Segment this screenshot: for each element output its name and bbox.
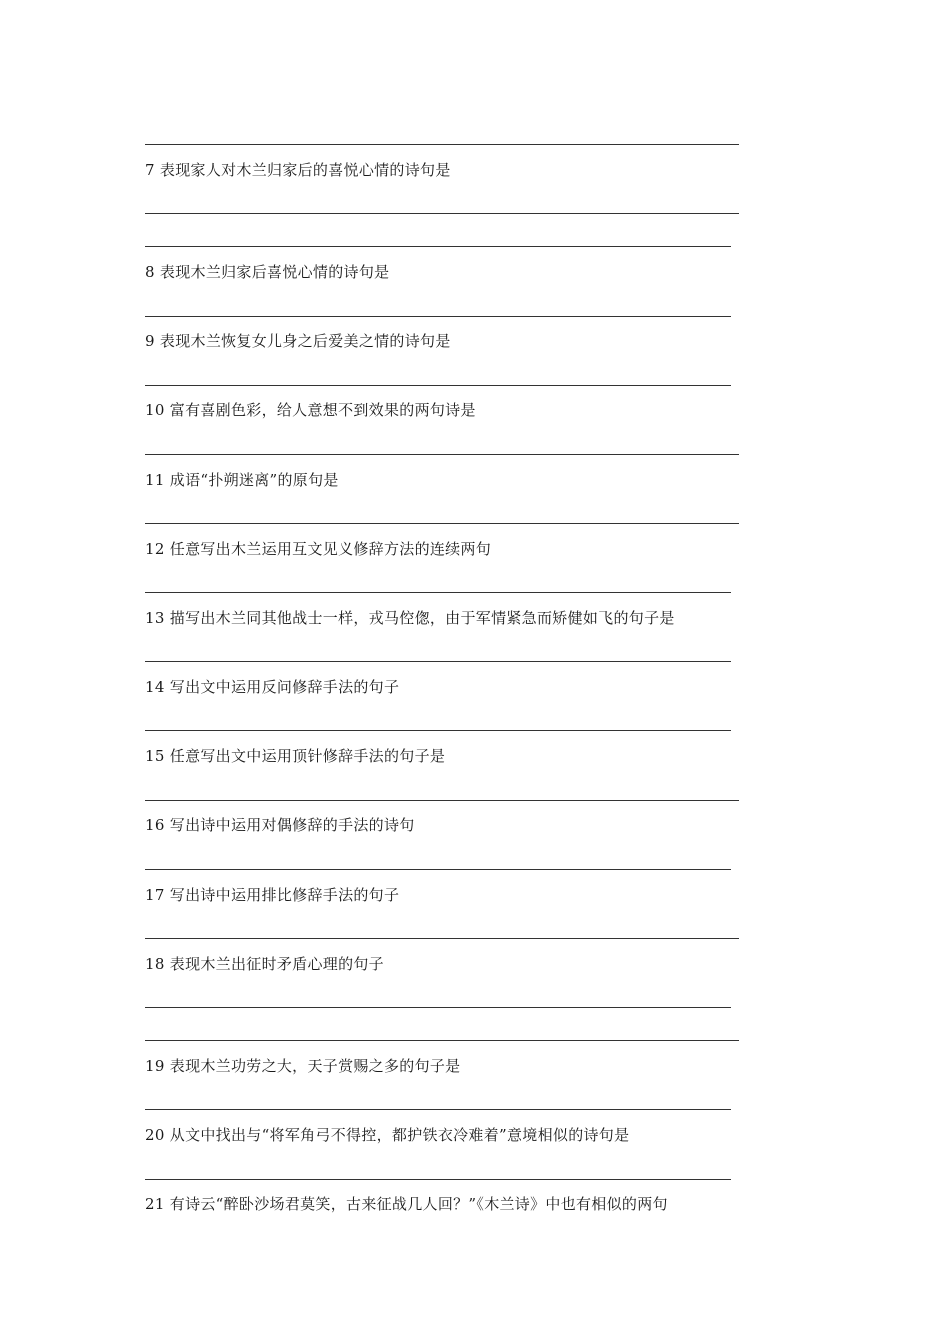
question-13 — [145, 608, 675, 628]
question-18 — [145, 954, 384, 974]
answer-line — [145, 1179, 731, 1180]
answer-line — [145, 213, 739, 214]
question-number: 14 — [145, 678, 165, 696]
question-text: 表现木兰恢复女儿身之后爱美之情的诗句是 — [159, 332, 451, 350]
answer-line — [145, 246, 731, 247]
answer-line — [145, 869, 731, 870]
question-16 — [145, 815, 415, 835]
answer-line — [145, 1040, 739, 1041]
question-text: 写出诗中运用对偶修辞的手法的诗句 — [169, 816, 415, 834]
question-17 — [145, 885, 399, 905]
answer-line — [145, 938, 739, 939]
answer-line — [145, 592, 731, 593]
answer-line — [145, 1109, 731, 1110]
question-text: 任意写出木兰运用互文见义修辞方法的连续两句 — [169, 540, 492, 558]
question-11 — [145, 470, 339, 490]
question-19 — [145, 1056, 460, 1076]
question-text: 写出文中运用反问修辞手法的句子 — [169, 678, 400, 696]
answer-line — [145, 385, 731, 386]
question-number: 17 — [145, 886, 165, 904]
question-10 — [145, 400, 476, 420]
question-number: 16 — [145, 816, 165, 834]
question-number: 13 — [145, 609, 165, 627]
question-12 — [145, 539, 491, 559]
question-7 — [145, 160, 451, 180]
question-8 — [145, 262, 389, 282]
question-number: 12 — [145, 540, 165, 558]
question-text: 有诗云“醉卧沙场君莫笑，古来征战几人回？”《木兰诗》中也有相似的两句 — [169, 1195, 668, 1213]
question-20 — [145, 1125, 629, 1145]
answer-line — [145, 144, 739, 145]
question-number: 18 — [145, 955, 165, 973]
question-number: 9 — [145, 332, 155, 350]
question-21 — [145, 1194, 668, 1214]
answer-line — [145, 800, 739, 801]
question-text: 表现木兰功劳之大，天子赏赐之多的句子是 — [169, 1057, 461, 1075]
question-number: 20 — [145, 1126, 165, 1144]
answer-line — [145, 661, 731, 662]
question-text: 表现木兰出征时矛盾心理的句子 — [169, 955, 384, 973]
question-number: 11 — [145, 471, 165, 489]
question-text: 从文中找出与“将军角弓不得控，都护铁衣冷难着”意境相似的诗句是 — [169, 1126, 630, 1144]
question-15 — [145, 746, 445, 766]
question-number: 10 — [145, 401, 165, 419]
answer-line — [145, 730, 731, 731]
question-text: 任意写出文中运用顶针修辞手法的句子是 — [169, 747, 446, 765]
answer-line — [145, 1007, 731, 1008]
question-text: 表现家人对木兰归家后的喜悦心情的诗句是 — [159, 161, 451, 179]
question-number: 7 — [145, 161, 155, 179]
question-text: 写出诗中运用排比修辞手法的句子 — [169, 886, 400, 904]
question-9 — [145, 331, 451, 351]
question-text: 描写出木兰同其他战士一样，戎马倥偬，由于军情紧急而矫健如飞的句子是 — [169, 609, 675, 627]
question-number: 21 — [145, 1195, 165, 1213]
question-number: 19 — [145, 1057, 165, 1075]
question-14 — [145, 677, 399, 697]
answer-line — [145, 454, 739, 455]
answer-line — [145, 523, 739, 524]
question-text: 富有喜剧色彩，给人意想不到效果的两句诗是 — [169, 401, 476, 419]
question-number: 8 — [145, 263, 155, 281]
question-number: 15 — [145, 747, 165, 765]
question-text: 表现木兰归家后喜悦心情的诗句是 — [159, 263, 390, 281]
question-text: 成语“扑朔迷离”的原句是 — [169, 471, 339, 489]
answer-line — [145, 316, 731, 317]
